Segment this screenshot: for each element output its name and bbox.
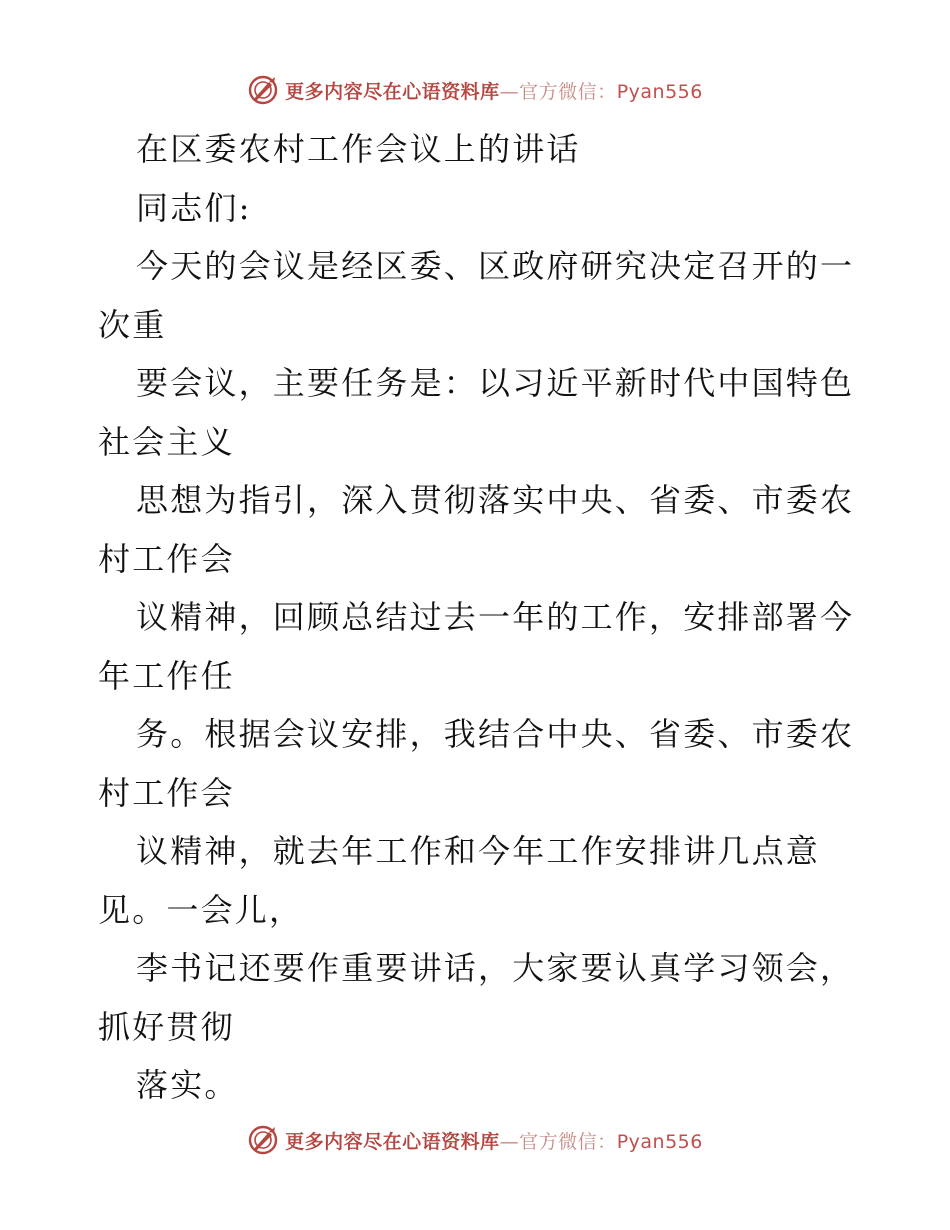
- footer-watermark-banner: [0, 1120, 950, 1160]
- paragraph-line: 见。一会儿，: [98, 890, 304, 929]
- paragraph-line: 务。根据会议安排，我结合中央、省委、市委农: [136, 715, 855, 753]
- paragraph-line: 思想为指引，深入贯彻落实中央、省委、市委农: [136, 481, 855, 519]
- paragraph-line: 李书记还要作重要讲话，大家要认真学习领会，: [136, 949, 855, 987]
- document-body: [98, 120, 858, 1115]
- paragraph-line: 同志们:: [136, 188, 252, 227]
- paragraph-line: 议精神，回顾总结过去一年的工作，安排部署今: [136, 598, 855, 636]
- watermark-text: 更多内容尽在心语资料库—官方微信：Pyan556: [285, 1130, 703, 1153]
- paragraph-line: 次重: [98, 305, 167, 344]
- paragraph-line: 社会主义: [98, 422, 235, 461]
- watermark-text: 更多内容尽在心语资料库—官方微信：Pyan556: [285, 80, 703, 103]
- paragraph-line: 落实。: [136, 1066, 239, 1104]
- paragraph-line: 年工作任: [98, 656, 235, 695]
- paragraph-line: 要会议，主要任务是：以习近平新时代中国特色: [136, 364, 855, 402]
- paragraph-line: 议精神，就去年工作和今年工作安排讲几点意: [136, 832, 821, 870]
- quill-logo-icon: [247, 74, 279, 106]
- paragraph-line: 村工作会: [98, 773, 235, 812]
- paragraph-line: 抓好贯彻: [98, 1007, 235, 1046]
- paragraph-line: 村工作会: [98, 539, 235, 578]
- paragraph-line: 在区委农村工作会议上的讲话: [136, 130, 581, 168]
- header-watermark-banner: [0, 70, 950, 110]
- paragraph-line: 今天的会议是经区委、区政府研究决定召开的一: [136, 247, 855, 285]
- quill-logo-icon: [247, 1124, 279, 1156]
